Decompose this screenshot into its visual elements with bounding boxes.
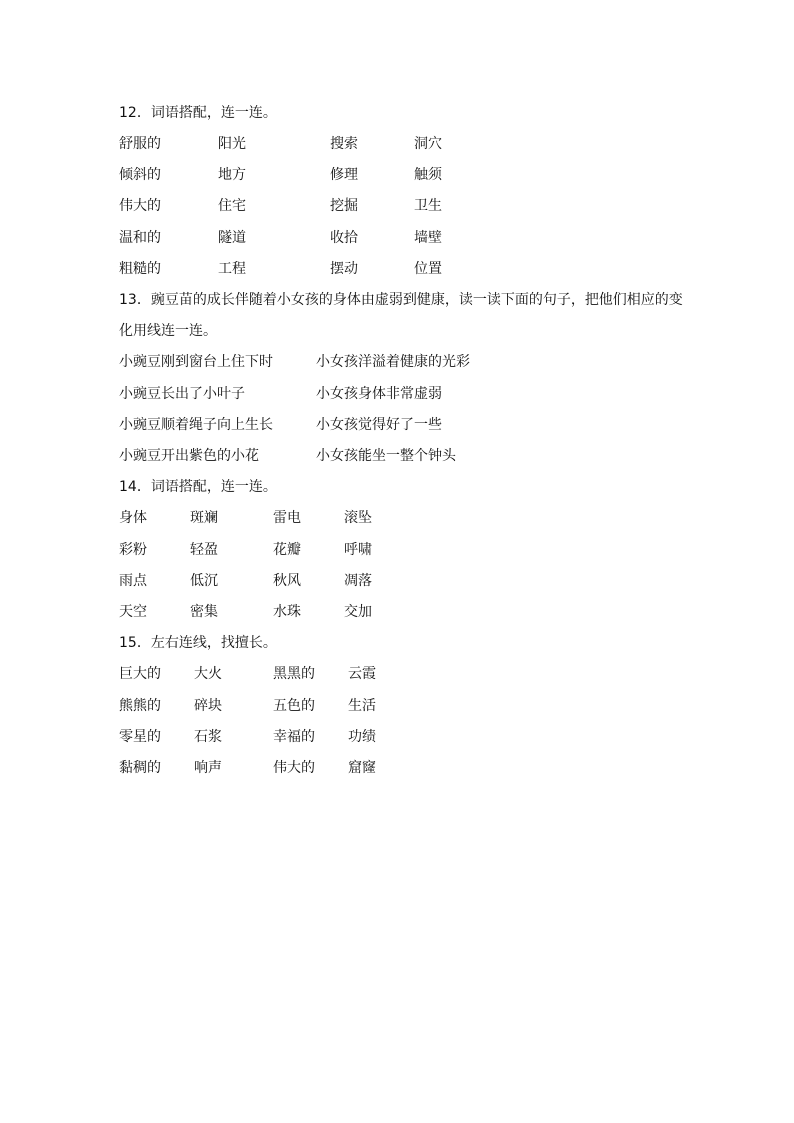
q13-heading-line2: 化用线连一连。 — [119, 323, 217, 339]
q14-word: 凋落 — [344, 573, 372, 589]
q12-word: 挖掘 — [330, 198, 358, 214]
q13-left-sentence: 小豌豆顺着绳子向上生长 — [119, 417, 273, 433]
q14-word: 雷电 — [273, 510, 301, 526]
q14-word: 雨点 — [119, 573, 147, 589]
q12-word: 工程 — [218, 261, 246, 277]
q15-word: 碎块 — [194, 698, 222, 714]
q15-word: 黑黑的 — [273, 666, 315, 682]
q15-word: 零星的 — [119, 729, 161, 745]
q12-word: 洞穴 — [414, 136, 442, 152]
q15-word: 云霞 — [348, 666, 376, 682]
q12-heading: 12．词语搭配，连一连。 — [119, 105, 277, 121]
q12-word: 伟大的 — [119, 198, 161, 214]
q15-word: 生活 — [348, 698, 376, 714]
q12-word: 阳光 — [218, 136, 246, 152]
q14-word: 交加 — [344, 604, 372, 620]
q14-word: 水珠 — [273, 604, 301, 620]
q15-heading: 15．左右连线，找擅长。 — [119, 635, 277, 651]
q13-left-sentence: 小豌豆长出了小叶子 — [119, 386, 245, 402]
q14-word: 彩粉 — [119, 542, 147, 558]
q15-word: 功绩 — [348, 729, 376, 745]
q12-word: 收拾 — [330, 230, 358, 246]
q12-word: 位置 — [414, 261, 442, 277]
q14-word: 滚坠 — [344, 510, 372, 526]
q12-word: 舒服的 — [119, 136, 161, 152]
q12-word: 隧道 — [218, 230, 246, 246]
q12-word: 墙壁 — [414, 230, 442, 246]
q15-word: 响声 — [194, 760, 222, 776]
q15-word: 五色的 — [273, 698, 315, 714]
q14-word: 密集 — [190, 604, 218, 620]
q12-word: 触须 — [414, 167, 442, 183]
q14-word: 呼啸 — [344, 542, 372, 558]
q13-left-sentence: 小豌豆开出紫色的小花 — [119, 448, 259, 464]
q14-word: 低沉 — [190, 573, 218, 589]
q15-word: 巨大的 — [119, 666, 161, 682]
q13-right-sentence: 小女孩能坐一整个钟头 — [316, 448, 456, 464]
q15-word: 石浆 — [194, 729, 222, 745]
q15-word: 黏稠的 — [119, 760, 161, 776]
q12-word: 摆动 — [330, 261, 358, 277]
q12-word: 住宅 — [218, 198, 246, 214]
q14-heading: 14．词语搭配，连一连。 — [119, 479, 277, 495]
q15-word: 窟窿 — [348, 760, 376, 776]
q14-word: 轻盈 — [190, 542, 218, 558]
q15-word: 伟大的 — [273, 760, 315, 776]
q15-word: 大火 — [194, 666, 222, 682]
q14-word: 身体 — [119, 510, 147, 526]
q13-left-sentence: 小豌豆刚到窗台上住下时 — [119, 354, 273, 370]
q14-word: 花瓣 — [273, 542, 301, 558]
q14-word: 天空 — [119, 604, 147, 620]
q12-word: 粗糙的 — [119, 261, 161, 277]
q12-word: 温和的 — [119, 230, 161, 246]
q12-word: 修理 — [330, 167, 358, 183]
q12-word: 倾斜的 — [119, 167, 161, 183]
q13-right-sentence: 小女孩身体非常虚弱 — [316, 386, 442, 402]
q14-word: 斑斓 — [190, 510, 218, 526]
q12-word: 卫生 — [414, 198, 442, 214]
q13-right-sentence: 小女孩觉得好了一些 — [316, 417, 442, 433]
q12-word: 地方 — [218, 167, 246, 183]
q13-right-sentence: 小女孩洋溢着健康的光彩 — [316, 354, 470, 370]
q15-word: 幸福的 — [273, 729, 315, 745]
q12-word: 搜索 — [330, 136, 358, 152]
q13-heading-line1: 13．豌豆苗的成长伴随着小女孩的身体由虚弱到健康，读一读下面的句子，把他们相应的变 — [119, 292, 683, 308]
q14-word: 秋风 — [273, 573, 301, 589]
q15-word: 熊熊的 — [119, 698, 161, 714]
